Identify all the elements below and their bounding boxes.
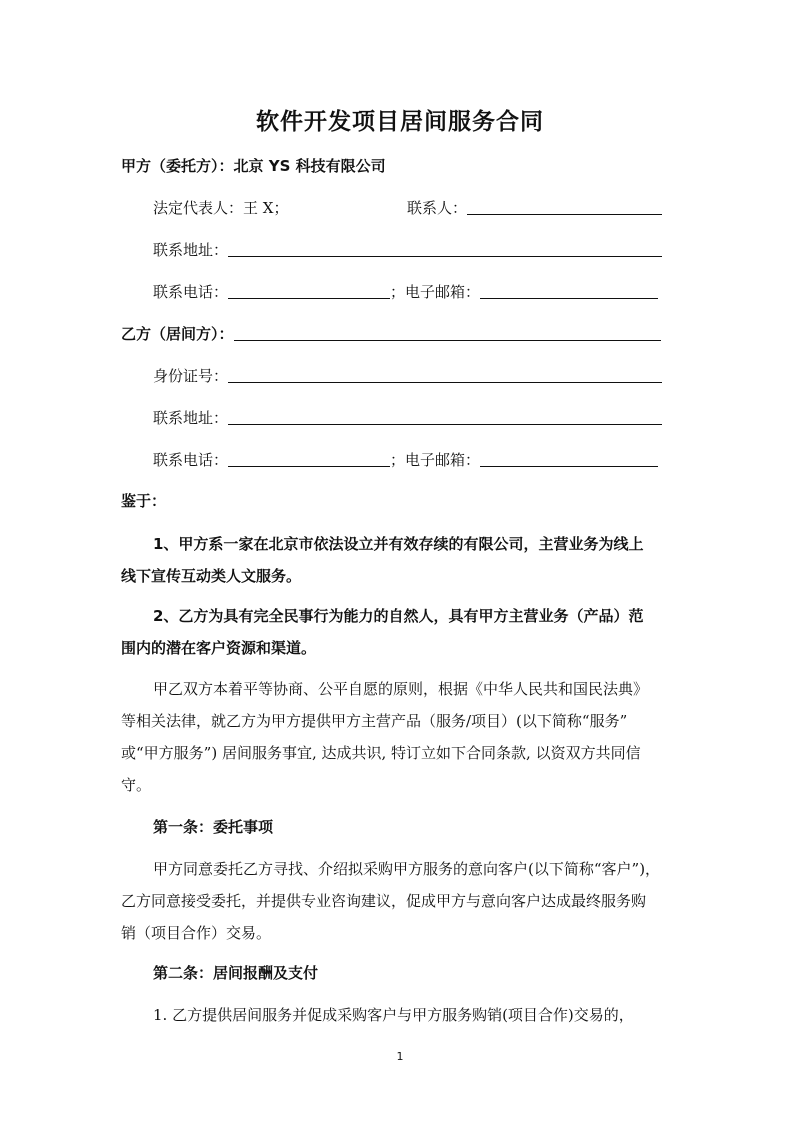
- address-blank: [228, 241, 662, 257]
- address-label: 联系地址：: [153, 241, 229, 259]
- party-a-address: [153, 240, 662, 260]
- email-blank: [480, 283, 658, 299]
- page-number: 1: [396, 1050, 404, 1063]
- email-label: ；电子邮箱：: [390, 451, 481, 469]
- party-a-phone-email: [153, 282, 658, 302]
- article1-line1: 甲方同意委托乙方寻找、介绍拟采购甲方服务的意向客户(以下简称“客户”)，: [153, 860, 661, 878]
- phone-blank: [228, 283, 390, 299]
- clause2-line2: 围内的潜在客户资源和渠道。: [121, 639, 317, 657]
- preamble-line1: 甲乙双方本着平等协商、公平自愿的原则，根据《中华人民共和国民法典》: [153, 680, 649, 698]
- contact-person-blank: [467, 199, 662, 215]
- article1-line2: 乙方同意接受委托，并提供专业咨询建议，促成甲方与意向客户达成最终服务购: [121, 892, 647, 910]
- party-a-contact-person: [407, 198, 662, 218]
- legal-rep-label: 法定代表人：王 X；: [153, 199, 289, 217]
- email-blank: [480, 451, 658, 467]
- whereas-heading: 鉴于：: [121, 492, 167, 510]
- id-label: 身份证号：: [153, 367, 229, 385]
- address-label: 联系地址：: [153, 409, 229, 427]
- party-a-heading: 甲方（委托方）：北京 YS 科技有限公司: [121, 157, 386, 175]
- party-b-heading: 乙方（居间方）：: [121, 325, 234, 343]
- phone-blank: [228, 451, 390, 467]
- party-a-legal-rep: [153, 198, 288, 218]
- clause1-line2: 线下宣传互动类人文服务。: [121, 567, 302, 585]
- address-blank: [228, 409, 662, 425]
- clause1-line1: 1、甲方系一家在北京市依法设立并有效存续的有限公司，主营业务为线上: [153, 535, 644, 553]
- article1-line3: 销（项目合作）交易。: [121, 924, 272, 942]
- party-b-id: [153, 366, 662, 386]
- party-b-address: [153, 408, 662, 428]
- article1-heading: 第一条：委托事项: [153, 818, 274, 836]
- article2-heading: 第二条：居间报酬及支付: [153, 964, 319, 982]
- clause2-line1: 2、乙方为具有完全民事行为能力的自然人，具有甲方主营业务（产品）范: [153, 607, 644, 625]
- contact-person-label: 联系人：: [407, 199, 468, 217]
- phone-label: 联系电话：: [153, 283, 229, 301]
- preamble-line3: 或“甲方服务”) 居间服务事宜, 达成共识, 特订立如下合同条款, 以资双方共同信: [121, 744, 641, 762]
- article2-item1: 1. 乙方提供居间服务并促成采购客户与甲方服务购销(项目合作)交易的，: [153, 1006, 634, 1024]
- email-label: ；电子邮箱：: [390, 283, 481, 301]
- preamble-line4: 守。: [121, 776, 152, 794]
- document-title: 软件开发项目居间服务合同: [256, 109, 544, 135]
- id-blank: [228, 367, 662, 383]
- party-b-phone-email: [153, 450, 658, 470]
- party-b-heading-line: [121, 324, 661, 344]
- party-b-name-blank: [234, 325, 661, 341]
- phone-label: 联系电话：: [153, 451, 229, 469]
- preamble-line2: 等相关法律，就乙方为甲方提供甲方主营产品（服务/项目）(以下简称“服务”: [121, 712, 628, 730]
